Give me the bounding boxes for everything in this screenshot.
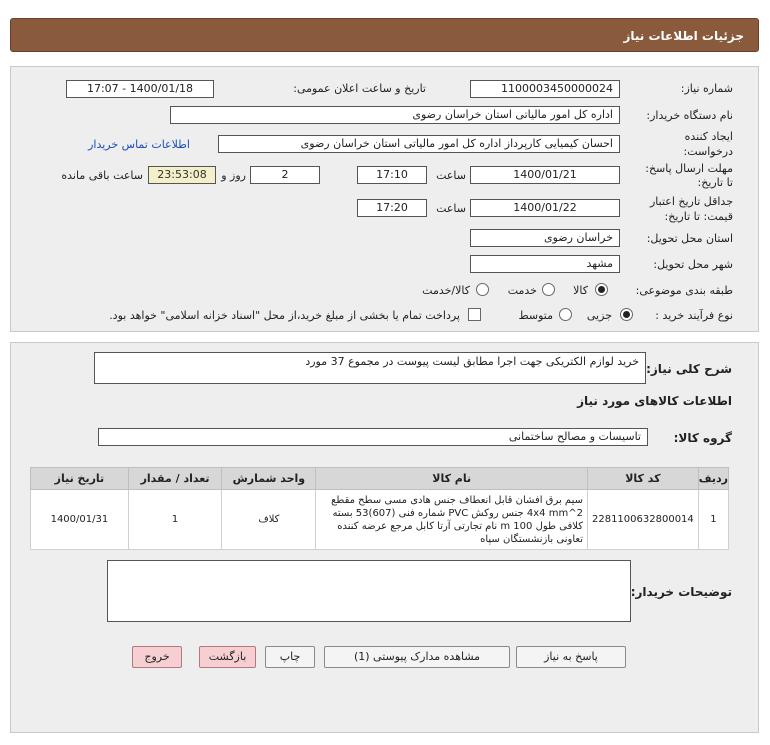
exit-button[interactable]: خروج (132, 646, 182, 668)
cell-unit: کلاف (222, 490, 316, 550)
goods-table (30, 467, 729, 550)
col-row: ردیف (698, 468, 728, 490)
goods-section-title: اطلاعات کالاهای مورد نیاز (577, 394, 732, 408)
category-service-label: خدمت (507, 284, 537, 297)
description-label: شرح کلی نیاز: (646, 362, 732, 376)
contact-info-link[interactable]: اطلاعات تماس خریدار (88, 138, 190, 151)
process-minor-radio[interactable] (620, 308, 633, 321)
price-valid-time-field: 17:20 (357, 199, 427, 217)
process-label: نوع فرآیند خرید : (655, 309, 733, 322)
treasury-payment-checkbox[interactable] (468, 308, 481, 321)
cell-name: سیم برق افشان قابل انعطاف جنس هادی مسی سطح مقطع 2^4x4 mm جنس روکش PVC شماره فنی (607)53 بسته کلافی طول m 100 نام تجارتی آرتا کابل مرجع عرضه کننده تعاونی بازنشستگان سپاه (316, 490, 588, 550)
page-title: جزئیات اطلاعات نیاز (10, 18, 759, 52)
cell-qty: 1 (128, 490, 222, 550)
col-code: کد کالا (587, 468, 698, 490)
col-unit: واحد شمارش (222, 468, 316, 490)
price-valid-date-field: 1400/01/22 (470, 199, 620, 217)
treasury-payment-note: پرداخت تمام یا بخشی از مبلغ خرید،از محل "اسناد خزانه اسلامی" خواهد بود. (109, 309, 460, 322)
process-medium-label: متوسط (518, 309, 553, 322)
category-goods-service-label: کالا/خدمت (422, 284, 470, 297)
view-attachments-button[interactable]: مشاهده مدارک پیوستی (1) (324, 646, 510, 668)
goods-group-label: گروه کالا: (673, 431, 732, 445)
contact-link-wrap (88, 138, 190, 151)
creator-label-1: ایجاد کننده (684, 130, 733, 143)
remaining-timer: 23:53:08 (148, 166, 216, 184)
province-label: استان محل تحویل: (646, 232, 733, 245)
cell-code: 2281100632800014 (587, 490, 698, 550)
creator-field: احسان کیمیایی کارپرداز اداره کل امور مالیاتی استان خراسان رضوی (218, 135, 620, 153)
buyer-notes-label: توضیحات خریدار: (630, 585, 732, 599)
price-valid-label-1: جداقل تاریخ اعتبار (649, 195, 733, 208)
process-medium-radio[interactable] (559, 308, 572, 321)
description-field: خرید لوازم الکتریکی جهت اجرا مطابق لیست پیوست در مجموع 37 مورد (94, 352, 646, 384)
city-field: مشهد (470, 255, 620, 273)
buyer-org-field: اداره کل امور مالیاتی استان خراسان رضوی (170, 106, 620, 124)
province-field: خراسان رضوی (470, 229, 620, 247)
category-service-radio[interactable] (542, 283, 555, 296)
buyer-org-label: نام دستگاه خریدار: (646, 109, 733, 122)
reply-time-field: 17:10 (357, 166, 427, 184)
back-button[interactable]: بازگشت (199, 646, 256, 668)
category-goods-service-radio[interactable] (476, 283, 489, 296)
goods-group-field: تاسیسات و مصالح ساختمانی (98, 428, 648, 446)
print-button[interactable]: چاپ (265, 646, 315, 668)
announce-field: 1400/01/18 - 17:07 (66, 80, 214, 98)
reply-deadline-label-1: مهلت ارسال پاسخ: (645, 162, 733, 175)
col-name: نام کالا (316, 468, 588, 490)
reply-deadline-label-2: تا تاریخ: (697, 176, 733, 189)
announce-label: تاریخ و ساعت اعلان عمومی: (293, 82, 426, 95)
table-row (31, 490, 729, 550)
price-valid-time-label: ساعت (436, 202, 466, 215)
process-minor-label: جزیی (586, 309, 612, 322)
reply-date-field: 1400/01/21 (470, 166, 620, 184)
col-qty: تعداد / مقدار (128, 468, 222, 490)
creator-label-2: درخواست: (683, 145, 733, 158)
category-goods-radio[interactable] (595, 283, 608, 296)
reply-button[interactable]: پاسخ به نیاز (516, 646, 626, 668)
cell-date: 1400/01/31 (31, 490, 129, 550)
need-number-label: شماره نیاز: (680, 82, 733, 95)
city-label: شهر محل تحویل: (653, 258, 733, 271)
col-date: تاریخ نیاز (31, 468, 129, 490)
remaining-label: ساعت باقی مانده (61, 169, 143, 182)
days-label: روز و (221, 169, 246, 182)
reply-time-label: ساعت (436, 169, 466, 182)
category-goods-label: کالا (573, 284, 588, 297)
cell-row: 1 (698, 490, 728, 550)
price-valid-label-2: قیمت: تا تاریخ: (664, 210, 733, 223)
buyer-notes-field (107, 560, 631, 622)
need-number-field: 1100003450000024 (470, 80, 620, 98)
days-field: 2 (250, 166, 320, 184)
category-label: طبقه بندی موضوعی: (635, 284, 733, 297)
